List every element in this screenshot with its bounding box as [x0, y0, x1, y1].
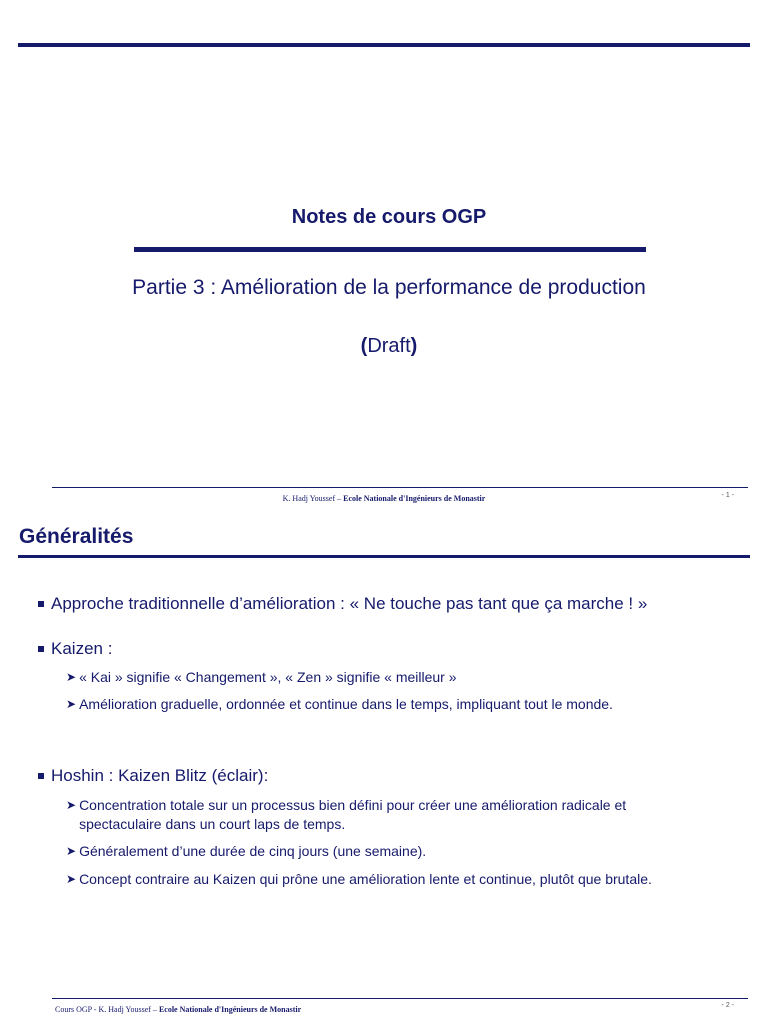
footer-divider [52, 998, 748, 999]
sub-bullet-item [66, 870, 716, 889]
sub-bullet-text: Concentration totale sur un processus bien défini pour créer une amélioration radicale et spectaculaire dans un court laps de temps. [79, 797, 627, 832]
sub-bullet-text: Amélioration graduelle, ordonnée et continue dans le temps, impliquant tout le monde. [79, 696, 613, 712]
arrow-bullet-icon: ➤ [66, 872, 77, 886]
top-divider [18, 43, 750, 47]
sub-bullet-item [66, 842, 716, 861]
arrow-bullet-icon: ➤ [66, 798, 77, 812]
heading-underline [18, 555, 750, 558]
page-number: - 1 - [721, 492, 734, 499]
footer-school: Ecole Nationale d'Ingénieurs de Monastir [343, 494, 486, 503]
footer-divider [52, 487, 748, 488]
bullet-item [38, 594, 647, 614]
section-heading: Généralités [19, 525, 134, 548]
sub-bullet-text: Concept contraire au Kaizen qui prône une amélioration lente et continue, plutôt que brutale. [79, 871, 652, 887]
bullet-item [38, 766, 268, 786]
sub-bullet-text: Généralement d’une durée de cinq jours (une semaine). [79, 843, 427, 859]
sub-bullet-item [66, 796, 686, 834]
square-bullet-icon [38, 601, 44, 607]
bullet-text: Hoshin : Kaizen Blitz (éclair): [51, 766, 269, 785]
footer-prefix: Cours OGP - K. Hadj Youssef – [55, 1005, 159, 1014]
arrow-bullet-icon: ➤ [66, 844, 77, 858]
square-bullet-icon [38, 773, 44, 779]
draft-text: Draft [367, 335, 411, 357]
document-subtitle: Partie 3 : Amélioration de la performance de production [132, 276, 646, 299]
title-underline [134, 247, 646, 252]
footer-author: K. Hadj Youssef – [282, 494, 344, 503]
bullet-item [38, 639, 112, 659]
draft-close-paren: ) [410, 335, 418, 357]
square-bullet-icon [38, 646, 44, 652]
arrow-bullet-icon: ➤ [66, 670, 77, 684]
slide2-footer [55, 1005, 301, 1014]
draft-open-paren: ( [360, 335, 368, 357]
bullet-text: Kaizen : [51, 639, 113, 658]
sub-bullet-text: « Kai » signifie « Changement », « Zen » signifie « meilleur » [79, 669, 457, 685]
footer-school: Ecole Nationale d'Ingénieurs de Monastir [158, 1005, 302, 1014]
arrow-bullet-icon: ➤ [66, 697, 77, 711]
slide1-footer [0, 494, 768, 503]
bullet-text: Approche traditionnelle d’amélioration : « Ne touche pas tant que ça marche ! » [51, 594, 648, 613]
draft-label [0, 335, 768, 358]
sub-bullet-item [66, 695, 716, 714]
sub-bullet-item [66, 668, 716, 687]
document-title: Notes de cours OGP [291, 206, 487, 228]
page-number: - 2 - [721, 1002, 734, 1009]
